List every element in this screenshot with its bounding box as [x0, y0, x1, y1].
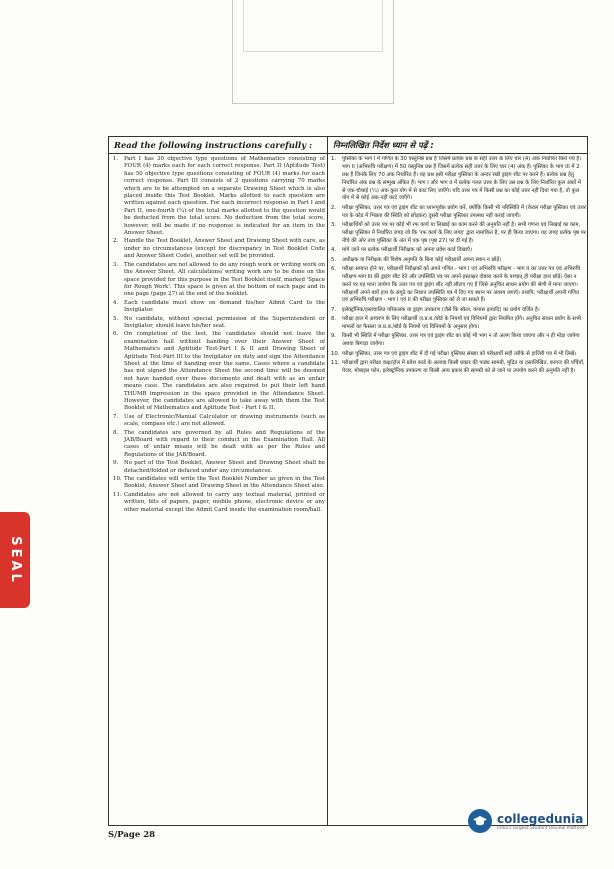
- hindi-instruction-number: 8.: [331, 316, 337, 323]
- hindi-instruction-item: [331, 307, 586, 315]
- hindi-instruction-text: परीक्षा पुस्तिका, उत्तर पत्र एवं ड्राइंग शीट में दी गई परीक्षा पुस्तिका संख्या को परीक्षार्थी सही तरीके से हाजिरी पत्र में भी लिखें।: [342, 350, 577, 357]
- instruction-text: No part of the Test Booklet, Answer Sheet and Drawing Sheet shall be detached/folded or defaced under any circumstances.: [124, 460, 325, 474]
- instruction-number: 3.: [113, 261, 119, 268]
- instruction-item: [113, 156, 325, 237]
- hindi-instruction-item: [331, 156, 586, 203]
- seal-tab: [0, 512, 30, 608]
- hindi-instruction-number: 11.: [331, 360, 340, 366]
- instruction-number: 9.: [113, 460, 119, 467]
- instruction-item: [113, 414, 325, 429]
- english-instructions: [113, 156, 325, 821]
- hindi-instruction-number: 2.: [331, 204, 337, 211]
- hindi-instruction-number: 10.: [331, 350, 340, 357]
- instruction-number: 2.: [113, 238, 119, 245]
- hindi-instruction-text: परीक्षा हाल में आचरण के लिए परीक्षार्थी ज.प्र.ब./बोर्ड के नियमों एवं विनियमों द्वारा नियमित होंगे। अनुचित साधन प्रयोग के सभी मामलों का फैसला ज.प्र.ब./बोर्ड के नियमों एवं विनियमों के अनुसार होगा।: [342, 316, 582, 330]
- hindi-instruction-item: [331, 205, 586, 221]
- collegedunia-watermark: [468, 809, 586, 833]
- watermark-text: [497, 812, 586, 831]
- hindi-instruction-number: 6.: [331, 265, 337, 272]
- instruction-text: On completion of the test, the candidates should not leave the examination hall without handing over their Answer Sheet of Mathematics and Aptitude Test-Part I & II and Drawing Sheet of Aptitude Test-Part III to the Invigilator on duty and sign the Attendance Sheet at the time of handing over the same. Cases where a candidate has not signed the Attendance Sheet the second time will be deemed not have handed over these documents and dealt with as an unfair means case. The candidates are also required to put their left hand THUMB impression in the space provided in the Attendance Sheet. However, the candidates are allowed to take away with them the Test Booklet of Mathematics and Aptitude Test - Part I & II.: [124, 331, 325, 412]
- hindi-instruction-text: मांगे जाने पर प्रत्येक परीक्षार्थी निरीक्षक को अपना प्रवेश कार्ड दिखाएँ।: [342, 247, 472, 254]
- hindi-instruction-number: 4.: [331, 247, 337, 254]
- hindi-instruction-number: 1.: [331, 156, 337, 162]
- instruction-number: 6.: [113, 331, 119, 338]
- instruction-text: Use of Electronic/Manual Calculator or drawing instruments (such as scale, compass etc.) are not allowed.: [124, 413, 325, 428]
- instruction-item: [113, 492, 325, 514]
- hindi-instruction-text: परीक्षार्थियों को उत्तर पत्र पर कोई भी रफ कार्य या लिखाई का काम करने की अनुमति नहीं है। सभी गणना एवं लिखाई का काम, परीक्षा पुस्तिका में निर्धारित जगह जो कि 'रफ कार्य के लिए जगह' द्वारा नामांकित है, पर ही किया जाएगा। यह जगह प्रत्येक पृष्ठ पर नीचे की ओर तथा पुस्तिका के अंत में एक पृष्ठ (पृष्ठ 27) पर दी गई है।: [342, 222, 586, 244]
- watermark-brand: collegedunia: [497, 811, 584, 826]
- hindi-instruction-text: किसी भी स्थिति में परीक्षा पुस्तिका, उत्तर पत्र एवं ड्राइंग शीट का कोई भी भाग न तो अलग किया जाएगा और न ही मोड़ा जायेगा अथवा बिगाड़ा जायेगा।: [342, 333, 580, 348]
- hindi-instructions: [331, 156, 586, 821]
- hindi-heading: निम्नलिखित निर्देश ध्यान से पढ़ें :: [333, 139, 434, 150]
- heading-rule: [109, 153, 587, 154]
- hindi-instruction-text: परीक्षार्थी द्वारा परीक्षा कक्ष/हॉल में प्रवेश कार्ड के अलावा किसी प्रकार की पाठ्य सामग्री, मुद्रित या हस्तलिखित, कागज की पर्चियाँ, पेजर, मोबाइल फोन, इलेक्ट्रॉनिक उपकरण या किसी अन्य प्रकार की सामग्री को ले जाने या उपयोग करने की अनुमति नहीं है।: [342, 360, 585, 374]
- hindi-instruction-item: [331, 316, 586, 332]
- instruction-item: [113, 331, 325, 412]
- seal-label: SEAL: [7, 535, 23, 585]
- instruction-text: Candidates are not allowed to carry any textual material, printed or written, bits of papers, pager, mobile phone, electronic device or any other material except the Admit Card inside the examination room/hall.: [124, 491, 325, 513]
- hindi-instruction-number: 3.: [331, 222, 337, 228]
- hindi-instruction-text: अधीक्षक या निरीक्षक की विशेष अनुमति के बिना कोई परीक्षार्थी अपना स्थान न छोड़ें।: [342, 256, 502, 263]
- page-footer: S/Page 28: [108, 830, 156, 840]
- hindi-instruction-number: 5.: [331, 256, 337, 263]
- instruction-item: [113, 316, 325, 331]
- hindi-instruction-number: 7.: [331, 306, 337, 313]
- instruction-number: 7.: [113, 413, 119, 420]
- hindi-instruction-number: 9.: [331, 333, 337, 340]
- instructions-frame: [108, 136, 588, 826]
- instruction-number: 10.: [113, 476, 122, 483]
- instruction-item: [113, 262, 325, 299]
- instruction-text: No candidate, without special permission of the Superintendent or Invigilator, should leave his/her seat.: [124, 315, 325, 329]
- instruction-text: The candidates are governed by all Rules and Regulations of the JAB/Board with regard to their conduct in the Examination Hall. All cases of unfair means will be dealt with as per the Rules and Regulations of the JAB/Board.: [124, 429, 325, 458]
- instruction-number: 5.: [113, 315, 119, 322]
- instruction-number: 1.: [113, 156, 119, 162]
- instruction-text: The candidates are not allowed to do any rough work or writing work on the Answer Sheet. All calculations/ writing work are to be done on the space provided for this purpose in the Test Booklet itself, marked 'Space for Rough Work'. This space is given at the bottom of each page and in one page (page 27) at the end of the booklet.: [124, 261, 325, 298]
- instruction-text: Handle the Test Booklet, Answer Sheet and Drawing Sheet with care, as under no circumstances (except for discrepancy in Test Booklet Code and Answer Sheet Code), another set will be provided.: [124, 238, 325, 260]
- instruction-item: [113, 238, 325, 260]
- hindi-instruction-text: पुस्तिका के भाग I में गणित के 30 वस्तुनिष्ठ प्रश्न हैं जिसमें प्रत्येक प्रश्न के सही उत्तर के लिए चार (4) अंक निर्धारित किये गये हैं। भाग II (अभिरुचि परीक्षण) में 50 वस्तुनिष्ठ प्रश्न हैं जिसमें प्रत्येक सही उत्तर के लिए चार (4) अंक हैं। पुस्तिका के भाग III में 2 प्रश्न हैं जिनके लिए 70 अंक निर्धारित हैं। यह प्रश्न इसी परीक्षा पुस्तिका के अन्दर रखी ड्राइंग शीट पर करने हैं। प्रत्येक प्रश्न हेतु निर्धारित अंक प्रश्न के सम्मुख अंकित हैं। भाग I और भाग II में प्रत्येक गलत उत्तर के लिए उस प्रश्न के लिए निर्धारित कुल अंकों में से एक-चौथाई (¼) अंक कुल योग में से काट लिए जाएँगे। यदि उत्तर पत्र में किसी प्रश्न का कोई उत्तर नहीं दिया गया है, तो कुल योग में से कोई अंक नहीं काटे जाएँगे।: [342, 156, 582, 202]
- instruction-text: The candidates will write the Test Booklet Number as given in the Test Booklet, Answer Sheet and Drawing Sheet in the Attendance Sheet also.: [124, 476, 325, 490]
- hindi-instruction-item: [331, 222, 586, 246]
- graduate-cap-icon: [468, 809, 492, 833]
- hindi-instruction-item: [331, 351, 586, 359]
- instruction-number: 8.: [113, 429, 119, 436]
- hindi-instruction-text: इलेक्ट्रॉनिक/हस्तचालित परिकलक या ड्राइंग उपकरण (जैसे कि स्केल, कंपास इत्यादि) का प्रयोग वर्जित है।: [342, 306, 540, 313]
- hindi-instruction-text: परीक्षा पुस्तिका, उत्तर पत्र एवं ड्राइंग शीट का ध्यानपूर्वक प्रयोग करें, क्योंकि किसी भी परिस्थिति में (केवल परीक्षा पुस्तिका एवं उत्तर पत्र के कोड में भिन्नता की स्थिति को छोड़कर) दूसरी परीक्षा पुस्तिका उपलब्ध नहीं कराई जाएगी।: [342, 204, 586, 219]
- hindi-instruction-text: परीक्षा समाप्त होने पर, परीक्षार्थी निरीक्षकों को अपने गणित - भाग I एवं अभिरुचि परीक्षण - भाग II का उत्तर पत्र एवं अभिरुचि परीक्षण-भाग III की ड्राइंग शीट देने और उपस्थिति पत्र पर अपने हस्ताक्षर दोबारा करने के पश्चात् ही परीक्षा हाल छोड़ें। ऐसा न करने पर यह माना जायेगा कि उत्तर पत्र एवं ड्राइंग शीट नहीं लौटाए गए हैं जिसे अनुचित साधन प्रयोग की श्रेणी में माना जाएगा। परीक्षार्थी अपने बायें हाथ के अंगूठे का निशान उपस्थिति पत्र में दिए गए स्थान पर अवश्य लगाएँ। तथापि, परीक्षार्थी अपनी गणित एवं अभिरुचि परीक्षण - भाग I एवं II की परीक्षा पुस्तिका को ले जा सकते हैं।: [342, 265, 581, 304]
- english-heading: Read the following instructions carefully :: [114, 140, 313, 150]
- column-divider: [327, 137, 328, 825]
- hindi-instruction-item: [331, 257, 586, 265]
- instruction-item: [113, 460, 325, 475]
- watermark-tagline: India's largest Student Review Platform: [497, 825, 586, 831]
- hindi-instruction-item: [331, 333, 586, 349]
- instruction-number: 4.: [113, 299, 119, 306]
- instruction-item: [113, 476, 325, 491]
- hindi-instruction-item: [331, 247, 586, 255]
- instruction-item: [113, 300, 325, 315]
- hindi-instruction-item: [331, 266, 586, 305]
- hindi-instruction-item: [331, 360, 586, 376]
- top-flap: [232, 0, 394, 104]
- instruction-text: Each candidate must show on demand his/her Admit Card to the Invigilator.: [124, 299, 325, 314]
- instruction-text: Part I has 30 objective type questions of Mathematics consisting of FOUR (4) marks each for each correct response. Part II (Aptitude Test) has 50 objective type questions consisting of FOUR (4) marks for each correct response. Part III consists of 2 questions carrying 70 marks which are to be attempted on a separate Drawing Sheet which is also placed inside this Test Booklet. Marks allotted to each question are written against each question. For each incorrect response in Part I and Part II, one-fourth (¼) of the total marks allotted to the question would be deducted from the total score. No deduction from the total score, however, will be made if no response is indicated for an item in the Answer Sheet.: [124, 156, 325, 237]
- instruction-number: 11.: [113, 491, 122, 498]
- instruction-item: [113, 430, 325, 460]
- top-flap-inner: [243, 0, 383, 52]
